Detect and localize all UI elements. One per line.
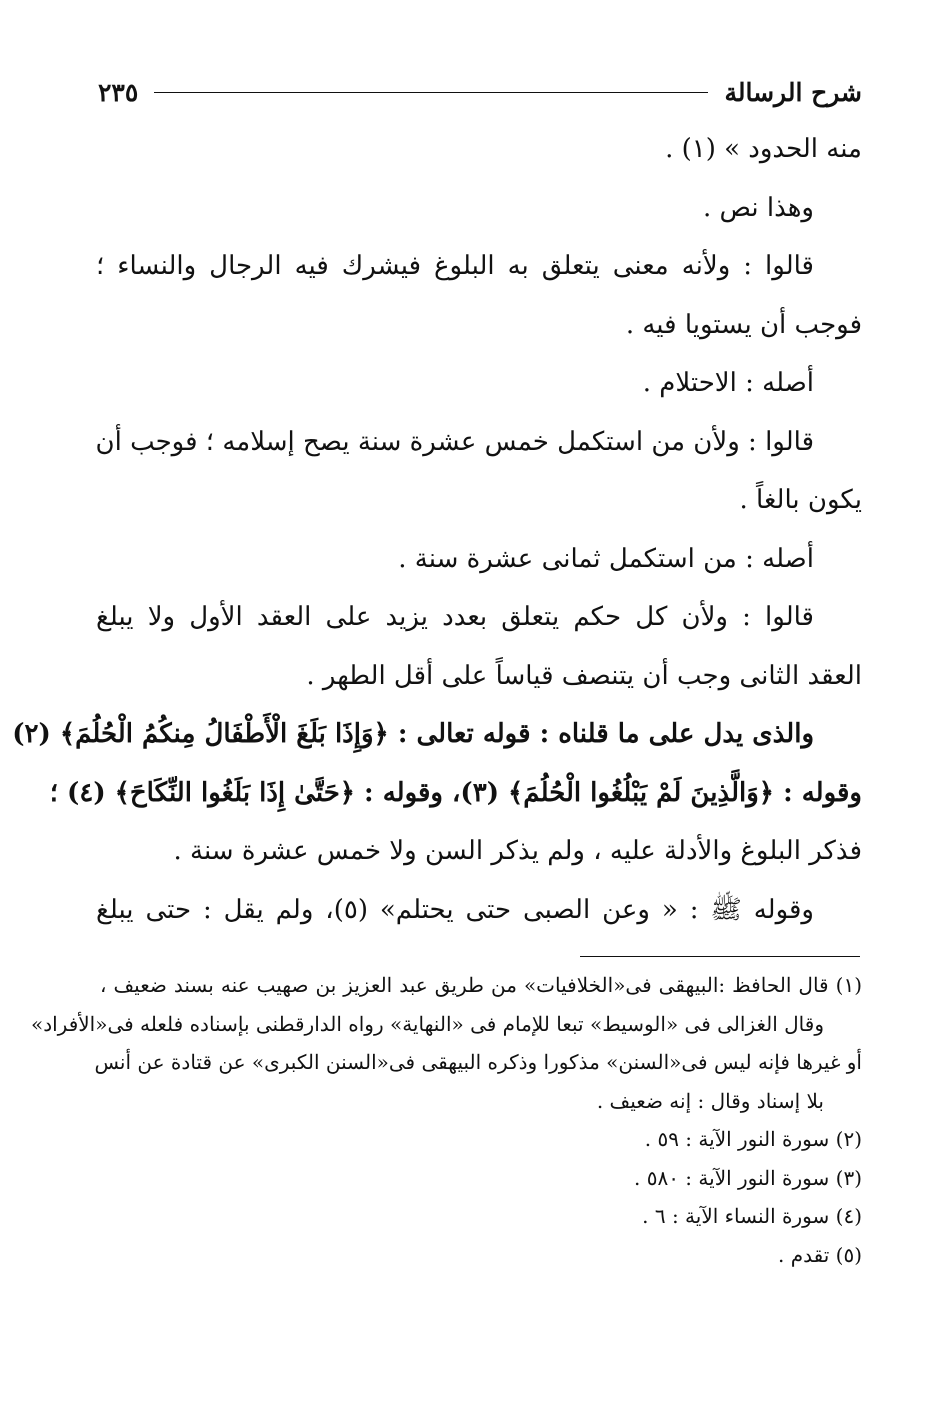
text-line: وهذا نص . (702, 192, 814, 223)
quran-verse-line: والذى يدل على ما قلناه : قوله تعالى : ﴿وَإِذَا بَلَغَ الْأَطْفَالُ مِنكُمُ الْحُلُمَ﴾ (٢) (12, 719, 814, 749)
footnote-line: (٤) سورة النساء الآية : ٦ . (642, 1204, 862, 1228)
text-line: أصله : الاحتلام . (642, 368, 814, 398)
footnote-line: أو غيرها فإنه ليس فى«السنن» مذكورا وذكره البيهقى فى«السنن الكبرى» عن قتادة عن أنس (94, 1050, 862, 1074)
text-line: أصله : من استكمل ثمانى عشرة سنة . (398, 543, 814, 574)
page-number: ٢٣٥ (98, 77, 139, 107)
text-line: فذكر البلوغ والأدلة عليه ، ولم يذكر السن ولا خمس عشرة سنة . (173, 836, 862, 866)
text-line: وقوله ﷺ : « وعن الصبى حتى يحتلم» (٥)، ولم يقل : حتى يبلغ (96, 894, 814, 925)
text-line: العقد الثانى وجب أن يتنصف قياساً على أقل الطهر . (306, 660, 862, 691)
text-line: فوجب أن يستويا فيه . (625, 309, 862, 340)
page-header (98, 70, 862, 114)
text-line: منه الحدود » (١) . (665, 134, 862, 164)
header-rule (154, 92, 708, 93)
footnote-line: بلا إسناد وقال : إنه ضعيف . (596, 1088, 824, 1113)
text-line: قالوا : ولأنه معنى يتعلق به البلوغ فيشرك فيه الرجال والنساء ؛ (96, 251, 814, 281)
running-title: شرح الرسالة (724, 77, 862, 107)
footnote-line: (٥) تقدم . (777, 1242, 862, 1267)
footnote-line: (٣) سورة النور الآية : ٥٨٠ . (634, 1165, 862, 1190)
footnote-separator (580, 956, 860, 957)
main-text (12, 120, 862, 939)
footnote-line: (٢) سورة النور الآية : ٥٩ . (644, 1127, 862, 1151)
text-line: قالوا : ولأن كل حكم يتعلق بعدد يزيد على العقد الأول ولا يبلغ (96, 602, 814, 632)
text-line: قالوا : ولأن من استكمل خمس عشرة سنة يصح إسلامه ؛ فوجب أن (95, 426, 814, 457)
footnote-line: وقال الغزالى فى «الوسيط» تبعا للإمام فى «النهاية» رواه الدارقطنى بإسناده فلعله فى«الأفراد» (30, 1011, 824, 1036)
footnotes (30, 966, 862, 1274)
footnote-line: (١) قال الحافظ :البيهقى فى«الخلافيات» من طريق عبد العزيز بن صهيب عنه بسند ضعيف ، (100, 973, 862, 997)
text-line: يكون بالغاً . (739, 485, 862, 515)
quran-verse-line: وقوله : ﴿وَالَّذِينَ لَمْ يَبْلُغُوا الْحُلُمَ﴾ (٣)، وقوله : ﴿حَتَّىٰ إِذَا بَلَغُوا النِّكَاحَ﴾ (٤) ؛ (49, 777, 862, 808)
